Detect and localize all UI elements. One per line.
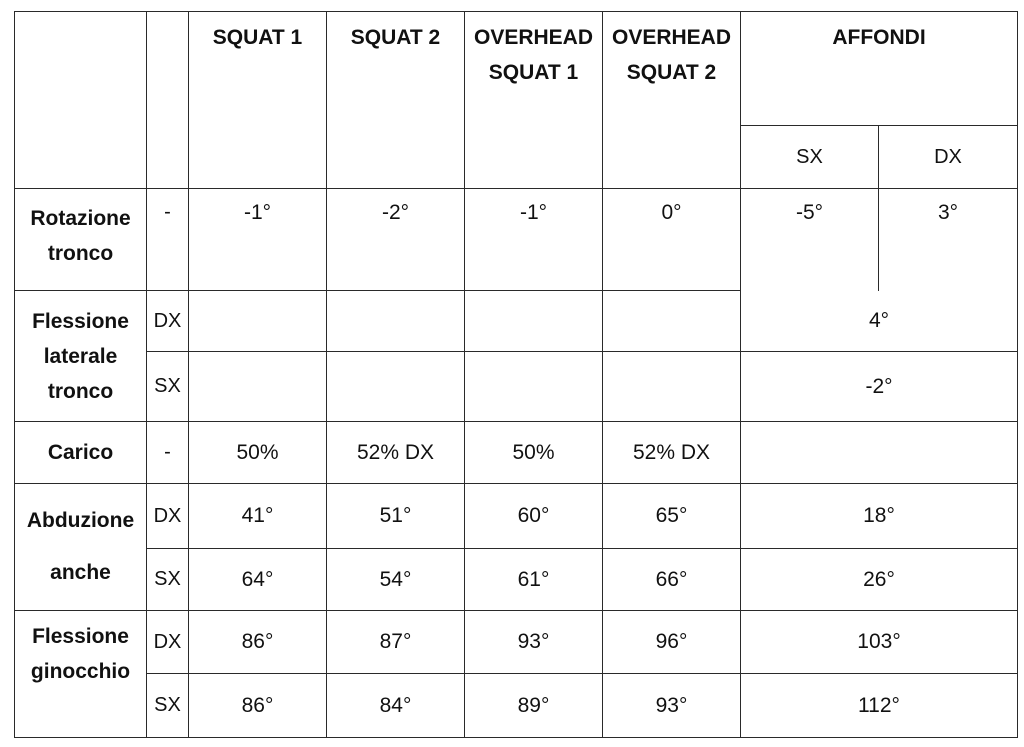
cell-overhead-squat-1: -1° — [465, 189, 603, 291]
cell-affondi: -2° — [741, 352, 1018, 422]
header-row — [15, 12, 1018, 126]
row-flessione-ginocchio-dx — [15, 611, 1018, 674]
cell-empty — [603, 352, 741, 422]
cell-overhead-squat-2: 65° — [603, 484, 741, 549]
cell-overhead-squat-2: 93° — [603, 674, 741, 738]
cell-empty — [189, 291, 327, 352]
cell-overhead-squat-2: 66° — [603, 549, 741, 611]
header-squat-1: SQUAT 1 — [189, 12, 327, 189]
cell-empty — [327, 291, 465, 352]
side-cell: DX — [147, 484, 189, 549]
header-affondi: AFFONDI — [741, 12, 1018, 126]
row-label-line: Rotazione — [30, 207, 131, 230]
cell-overhead-squat-2: 52% DX — [603, 422, 741, 484]
row-abduzione-dx — [15, 484, 1018, 549]
measurement-table — [14, 11, 1018, 738]
cell-squat-1: 86° — [189, 611, 327, 674]
row-label-line: ginocchio — [30, 660, 131, 683]
header-squat-2: SQUAT 2 — [327, 12, 465, 189]
cell-squat-2: -2° — [327, 189, 465, 291]
row-label-flessione-ginocchio — [15, 611, 147, 738]
header-overhead-squat-2-line1: OVERHEAD — [611, 26, 732, 49]
cell-overhead-squat-1: 60° — [465, 484, 603, 549]
row-label-carico: Carico — [15, 422, 147, 484]
row-flessione-laterale-dx — [15, 291, 1018, 352]
cell-empty — [603, 291, 741, 352]
cell-squat-2: 87° — [327, 611, 465, 674]
row-label-line: Flessione — [32, 625, 129, 648]
row-rotazione-tronco — [15, 189, 1018, 291]
cell-overhead-squat-1: 50% — [465, 422, 603, 484]
cell-squat-2: 84° — [327, 674, 465, 738]
side-cell: DX — [147, 611, 189, 674]
cell-squat-1: -1° — [189, 189, 327, 291]
cell-empty — [741, 422, 1018, 484]
cell-overhead-squat-1: 61° — [465, 549, 603, 611]
header-overhead-squat-2-line2: SQUAT 2 — [626, 61, 717, 84]
header-overhead-squat-1-line2: SQUAT 1 — [488, 61, 579, 84]
row-carico — [15, 422, 1018, 484]
side-cell: DX — [147, 291, 189, 352]
cell-empty — [465, 352, 603, 422]
cell-squat-1: 86° — [189, 674, 327, 738]
cell-squat-2: 51° — [327, 484, 465, 549]
header-overhead-squat-1 — [465, 12, 603, 189]
header-overhead-squat-2 — [603, 12, 741, 189]
header-affondi-sx: SX — [741, 126, 879, 189]
row-label-line: Abduzione — [26, 509, 135, 532]
cell-overhead-squat-2: 96° — [603, 611, 741, 674]
row-label-line: tronco — [47, 379, 114, 403]
cell-squat-1: 64° — [189, 549, 327, 611]
cell-affondi-dx: 3° — [879, 189, 1018, 291]
row-label-line: laterale — [43, 344, 118, 368]
cell-empty — [465, 291, 603, 352]
row-flessione-ginocchio-sx — [15, 674, 1018, 738]
header-overhead-squat-1-line1: OVERHEAD — [473, 26, 594, 49]
cell-empty — [189, 352, 327, 422]
side-cell: SX — [147, 549, 189, 611]
cell-overhead-squat-1: 89° — [465, 674, 603, 738]
cell-overhead-squat-1: 93° — [465, 611, 603, 674]
side-cell: - — [147, 189, 189, 291]
cell-affondi: 112° — [741, 674, 1018, 738]
side-cell: SX — [147, 352, 189, 422]
side-cell: SX — [147, 674, 189, 738]
corner-cell — [15, 12, 147, 189]
row-flessione-laterale-sx — [15, 352, 1018, 422]
cell-squat-2: 54° — [327, 549, 465, 611]
cell-affondi: 4° — [741, 291, 1018, 352]
row-label-abduzione-anche — [15, 484, 147, 611]
row-abduzione-sx — [15, 549, 1018, 611]
row-label-rotazione-tronco — [15, 189, 147, 291]
row-label-line: Flessione — [32, 309, 129, 333]
cell-affondi: 103° — [741, 611, 1018, 674]
cell-affondi: 18° — [741, 484, 1018, 549]
row-label-line: anche — [50, 561, 111, 584]
row-label-line: tronco — [47, 242, 114, 265]
cell-squat-1: 50% — [189, 422, 327, 484]
cell-squat-2: 52% DX — [327, 422, 465, 484]
side-cell: - — [147, 422, 189, 484]
header-affondi-dx: DX — [879, 126, 1018, 189]
corner-side-cell — [147, 12, 189, 189]
cell-squat-1: 41° — [189, 484, 327, 549]
cell-empty — [327, 352, 465, 422]
cell-affondi-sx: -5° — [741, 189, 879, 291]
row-label-flessione-laterale-tronco — [15, 291, 147, 422]
cell-affondi: 26° — [741, 549, 1018, 611]
cell-overhead-squat-2: 0° — [603, 189, 741, 291]
